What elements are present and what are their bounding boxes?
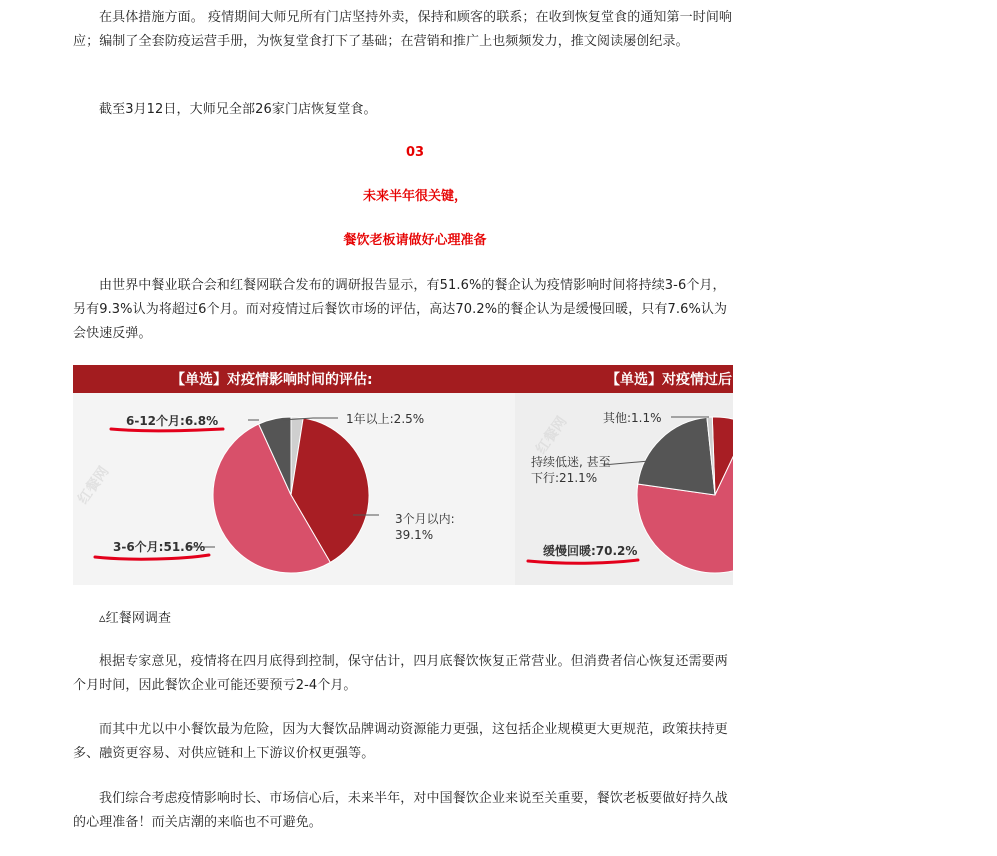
underline-3to6mo (95, 555, 209, 559)
svg-text:红餐网: 红餐网 (75, 463, 113, 508)
survey-charts-svg (73, 365, 733, 585)
svg-text:红餐网: 红餐网 (533, 413, 571, 458)
chart2-value-downturn: 下行:21.1% (531, 471, 598, 485)
chart1-pie (213, 417, 369, 573)
underline-6to12mo (111, 429, 223, 431)
chart1-title: 【单选】对疫情影响时间的评估: (171, 372, 373, 388)
chart1-value-under3mo: 39.1% (395, 528, 434, 542)
section-title-line1: 未来半年很关键， (362, 189, 467, 204)
survey-figure (73, 365, 733, 585)
paragraph-conclusion: 我们综合考虑疫情影响时长、市场信心后，未来半年，对中国餐饮企业来说至关重要，餐饮老板要做好持久战的心理准备！而关店潮的来临也不可避免。 (73, 791, 728, 830)
paragraph-measures: 在具体措施方面。 疫情期间大师兄所有门店坚持外卖，保持和顾客的联系；在收到恢复堂食的通知第一时间响应；编制了全套防疫运营手册，为恢复堂食打下了基础；在营销和推广上也频频发力，推文阅读屡创纪录。 (73, 10, 733, 49)
chart2-label-other: 其他:1.1% (603, 411, 662, 425)
paragraph-reopening: 截至3月12日，大师兄全部26家门店恢复堂食。 (99, 102, 377, 117)
chart2-title: 【单选】对疫情过后 (606, 372, 732, 388)
section-number: 03 (405, 145, 425, 160)
chart1-label-over1yr: 1年以上:2.5% (346, 412, 425, 426)
chart1-label-3to6mo: 3-6个月:51.6% (113, 540, 206, 554)
paragraph-survey: 由世界中餐业联合会和红餐网联合发布的调研报告显示，有51.6%的餐企认为疫情影响时间将持续3-6个月，另有9.3%认为将超过6个月。而对疫情过后餐饮市场的评估，高达70.2%的餐企认为是缓慢回暖，只有7.6%认为会快速反弹。 (73, 278, 728, 341)
chart2-label-recovery: 缓慢回暖:70.2% (543, 544, 638, 558)
chart1-label-6to12mo: 6-12个月:6.8% (126, 414, 219, 428)
chart1-label-under3mo: 3个月以内: (395, 512, 455, 526)
paragraph-small-restaurants: 而其中尤以中小餐饮最为危险，因为大餐饮品牌调动资源能力更强，这包括企业规模更大更规范，政策扶持更多、融资更容易、对供应链和上下游议价权更强等。 (73, 722, 728, 761)
section-title-line2: 餐饮老板请做好心理准备 (343, 233, 487, 248)
chart2-label-downturn: 持续低迷, 甚至 (531, 455, 611, 469)
figure-caption: ▵红餐网调查 (99, 611, 172, 626)
paragraph-expert: 根据专家意见，疫情将在四月底得到控制，保守估计，四月底餐饮恢复正常营业。但消费者信心恢复还需要两个月时间，因此餐饮企业可能还要预亏2-4个月。 (73, 654, 728, 693)
